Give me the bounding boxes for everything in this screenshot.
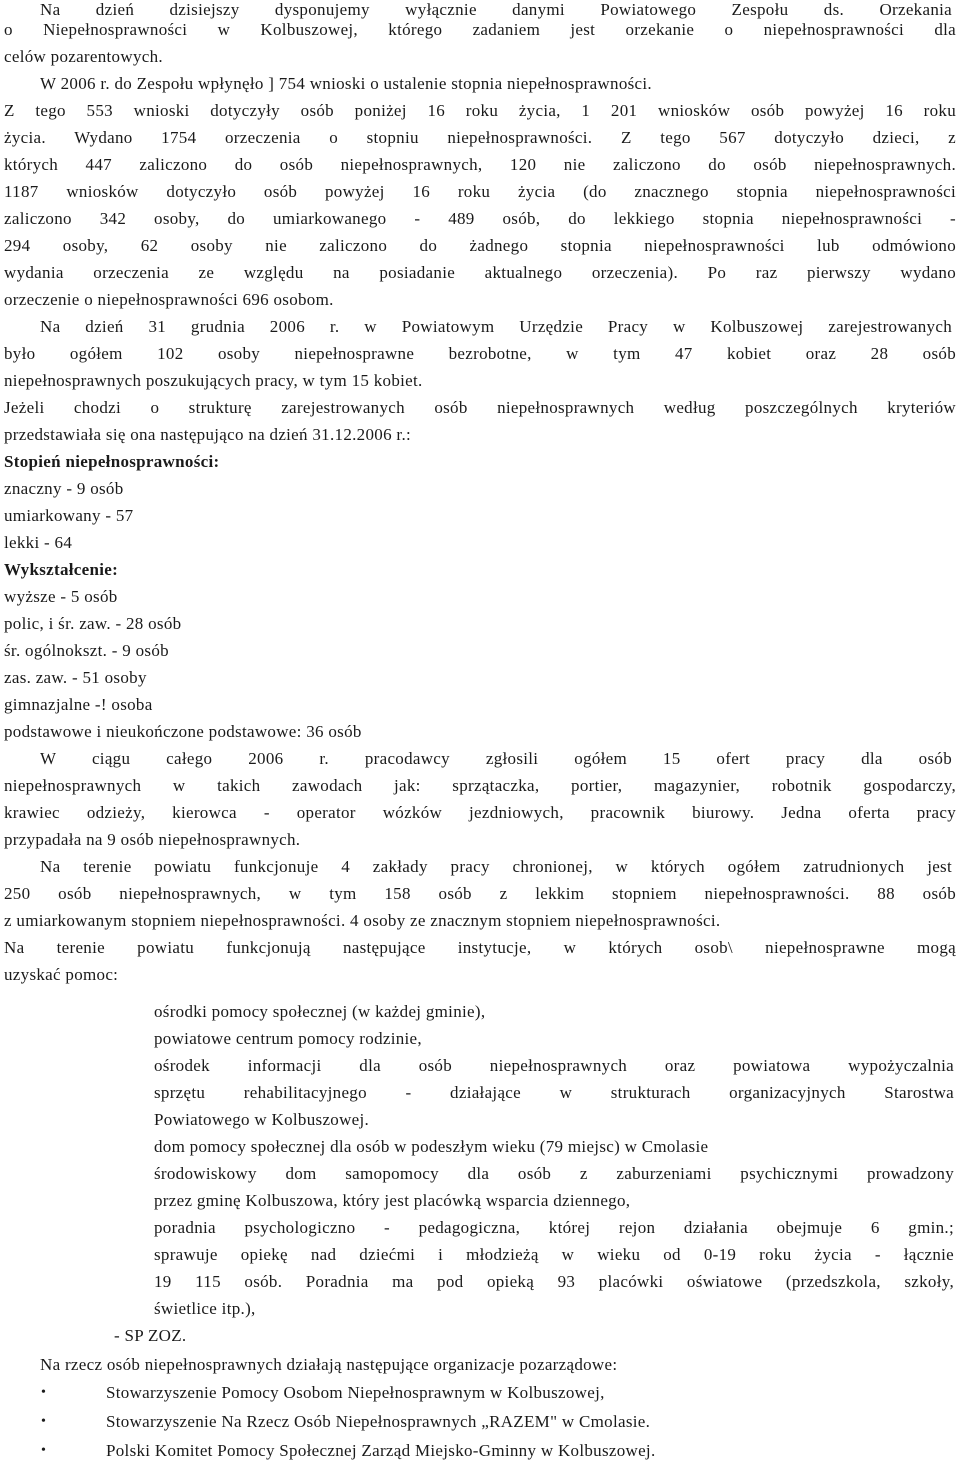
paragraph-line: Na dzień 31 grudnia 2006 r. w Powiatowym Urzędzie Pracy w Kolbuszowej zarejestrowanych: [40, 317, 952, 336]
paragraph-line: Na dzień dzisiejszy dysponujemy wyłącznie danymi Powiatowego Zespołu ds. Orzekania: [40, 0, 952, 19]
list-item: polic, i śr. zaw. - 28 osób: [4, 614, 182, 633]
paragraph-line: wydania orzeczenia ze względu na posiadanie aktualnego orzeczenia). Po raz pierwszy wydano: [4, 263, 956, 282]
paragraph-line: z umiarkowanym stopniem niepełnosprawności. 4 osoby ze znacznym stopniem niepełnosprawności.: [4, 911, 721, 930]
paragraph-line: Na terenie powiatu funkcjonują następujące instytucje, w których osob\ niepełnosprawne mogą: [4, 938, 956, 957]
section-heading-education: Wykształcenie:: [4, 560, 119, 579]
organization-item: Stowarzyszenie Pomocy Osobom Niepełnosprawnym w Kolbuszowej,: [106, 1383, 605, 1402]
list-item: gimnazjalne -! osoba: [4, 695, 153, 714]
list-item: śr. ogólnokszt. - 9 osób: [4, 641, 169, 660]
paragraph-line: Jeżeli chodzi o strukturę zarejestrowanych osób niepełnosprawnych według poszczególnych kryteriów: [4, 398, 956, 417]
paragraph-line: było ogółem 102 osoby niepełnosprawne bezrobotne, w tym 47 kobiet oraz 28 osób: [4, 344, 956, 363]
section-heading-degree: Stopień niepełnosprawności:: [4, 452, 220, 471]
institution-item: świetlice itp.),: [154, 1299, 256, 1318]
paragraph-line: których 447 zaliczono do osób niepełnosprawnych, 120 nie zaliczono do osób niepełnosprawnych.: [4, 155, 956, 174]
paragraph-line: przypadała na 9 osób niepełnosprawnych.: [4, 830, 301, 849]
paragraph-line: krawiec odzieży, kierowca - operator wózków jezdniowych, pracownik biurowy. Jedna oferta pracy: [4, 803, 956, 822]
institution-item: Powiatowego w Kolbuszowej.: [154, 1110, 370, 1129]
paragraph-line: 294 osoby, 62 osoby nie zaliczono do żadnego stopnia niepełnosprawności lub odmówiono: [4, 236, 956, 255]
list-item: znaczny - 9 osób: [4, 479, 124, 498]
list-item: umiarkowany - 57: [4, 506, 134, 525]
paragraph-line: 1187 wniosków dotyczyło osób powyżej 16 roku życia (do znacznego stopnia niepełnosprawności: [4, 182, 956, 201]
institution-item: poradnia psychologiczno - pedagogiczna, której rejon działania obejmuje 6 gmin.;: [154, 1218, 954, 1237]
list-item: wyższe - 5 osób: [4, 587, 118, 606]
paragraph-line: zaliczono 342 osoby, do umiarkowanego - 489 osób, do lekkiego stopnia niepełnosprawności -: [4, 209, 956, 228]
organization-item: Polski Komitet Pomocy Społecznej Zarząd Miejsko-Gminny w Kolbuszowej.: [106, 1441, 656, 1460]
institution-item: dom pomocy społecznej dla osób w podeszłym wieku (79 miejsc) w Cmolasie: [154, 1137, 709, 1156]
paragraph-line: Na terenie powiatu funkcjonuje 4 zakłady pracy chronionej, w których ogółem zatrudnionych jest: [40, 857, 952, 876]
institution-item: ośrodki pomocy społecznej (w każdej gminie),: [154, 1002, 486, 1021]
paragraph-line: przedstawiała się ona następująco na dzień 31.12.2006 r.:: [4, 425, 412, 444]
paragraph-line: uzyskać pomoc:: [4, 965, 119, 984]
institution-item: przez gminę Kolbuszowa, który jest placówką wsparcia dziennego,: [154, 1191, 631, 1210]
paragraph-line: celów pozarentowych.: [4, 47, 163, 66]
bullet-icon: •: [41, 1443, 46, 1458]
paragraph-line: 250 osób niepełnosprawnych, w tym 158 osób z lekkim stopniem niepełnosprawności. 88 osób: [4, 884, 956, 903]
paragraph-line: W 2006 r. do Zespołu wpłynęło ] 754 wnioski o ustalenie stopnia niepełnosprawności.: [40, 74, 652, 93]
list-item: podstawowe i nieukończone podstawowe: 36 osób: [4, 722, 362, 741]
paragraph-line: W ciągu całego 2006 r. pracodawcy zgłosili ogółem 15 ofert pracy dla osób: [40, 749, 952, 768]
paragraph-line: orzeczenie o niepełnosprawności 696 osobom.: [4, 290, 334, 309]
institution-item: środowiskowy dom samopomocy dla osób z zaburzeniami psychicznymi prowadzony: [154, 1164, 954, 1183]
paragraph-line: niepełnosprawnych poszukujących pracy, w tym 15 kobiet.: [4, 371, 423, 390]
institution-item: sprzętu rehabilitacyjnego - działające w strukturach organizacyjnych Starostwa: [154, 1083, 954, 1102]
institution-item: powiatowe centrum pomocy rodzinie,: [154, 1029, 422, 1048]
paragraph-line: niepełnosprawnych w takich zawodach jak: sprzątaczka, portier, magazynier, robotnik gospodarczy,: [4, 776, 956, 795]
institution-item: sprawuje opiekę nad dziećmi i młodzieżą w wieku od 0-19 roku życia - łącznie: [154, 1245, 954, 1264]
organization-item: Stowarzyszenie Na Rzecz Osób Niepełnosprawnych „RAZEM" w Cmolasie.: [106, 1412, 651, 1431]
paragraph-line: życia. Wydano 1754 orzeczenia o stopniu niepełnosprawności. Z tego 567 dotyczyło dzieci, z: [4, 128, 956, 147]
bullet-icon: •: [41, 1385, 46, 1400]
paragraph-line: Z tego 553 wnioski dotyczyły osób poniżej 16 roku życia, 1 201 wniosków osób powyżej 16 roku: [4, 101, 956, 120]
paragraph-line: o Niepełnosprawności w Kolbuszowej, którego zadaniem jest orzekanie o niepełnosprawności dla: [4, 20, 956, 39]
institution-item: 19 115 osób. Poradnia ma pod opieką 93 placówki oświatowe (przedszkola, szkoły,: [154, 1272, 954, 1291]
list-item: zas. zaw. - 51 osoby: [4, 668, 147, 687]
paragraph-line: Na rzecz osób niepełnosprawnych działają następujące organizacje pozarządowe:: [40, 1355, 618, 1374]
institution-item-spzoz: - SP ZOZ.: [114, 1326, 187, 1345]
institution-item: ośrodek informacji dla osób niepełnosprawnych oraz powiatowa wypożyczalnia: [154, 1056, 954, 1075]
bullet-icon: •: [41, 1414, 46, 1429]
list-item: lekki - 64: [4, 533, 73, 552]
